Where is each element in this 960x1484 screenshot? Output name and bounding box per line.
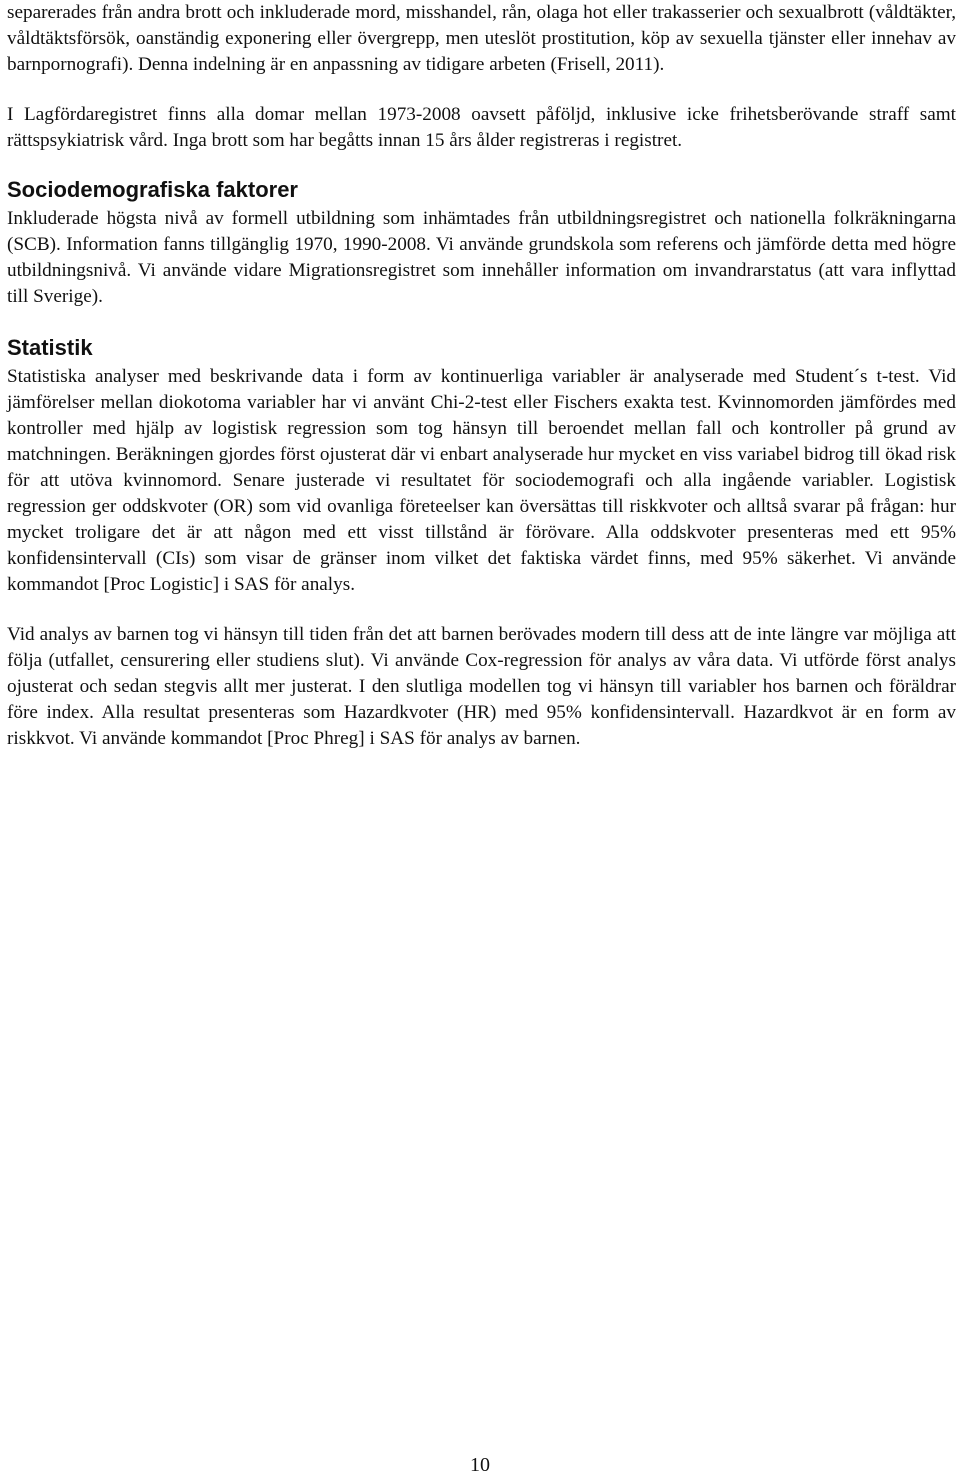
paragraph-continued: separerades från andra brott och inkluderade mord, misshandel, rån, olaga hot eller trakasserier och sexualbrott (våldtäkter, våldtäktsförsök, oanständig exponering eller övergrepp, men uteslöt prostitution, köp av sexuella tjänster eller innehav av barnpornografi). Denna indelning är en anpassning av tidigare arbeten (Frisell, 2011). [7, 2, 956, 75]
heading-sociodemografiska-faktorer: Sociodemografiska faktorer [7, 177, 298, 202]
paragraph-barnen-analys: Vid analys av barnen tog vi hänsyn till tiden från det att barnen berövades modern till dess att de inte längre var möjliga att följa (utfallet, censurering eller studiens slut). Vi använde Cox-regression för analys av våra data. Vi utförde först analys ojusterat och sedan stegvis allt mer justerat. I den slutliga modellen tog vi hänsyn till variabler hos barnen och föräldrar före index. Alla resultat presenteras som Hazardkvoter (HR) med 95% konfidensintervall. Hazardkvot är en form av riskkvot. Vi använde kommandot [Proc Phreg] i SAS för analys av barnen. [7, 624, 956, 749]
page-number: 10 [470, 1454, 490, 1476]
heading-statistik: Statistik [7, 335, 93, 360]
paragraph-sociodemografiska: Inkluderade högsta nivå av formell utbildning som inhämtades från utbildningsregistret och nationella folkräkningarna (SCB). Information fanns tillgänglig 1970, 1990-2008. Vi använde grundskola som referens och jämförde detta med högre utbildningsnivå. Vi använde vidare Migrationsregistret som innehåller information om invandrarstatus (att vara inflyttad till Sverige). [7, 208, 956, 307]
paragraph-lagfordaregistret: I Lagfördaregistret finns alla domar mellan 1973-2008 oavsett påföljd, inklusive icke frihetsberövande straff samt rättspsykiatrisk vård. Inga brott som har begåtts innan 15 års ålder registreras i registret. [7, 104, 956, 151]
paragraph-statistik: Statistiska analyser med beskrivande data i form av kontinuerliga variabler är analyserade med Student´s t-test. Vid jämförelser mellan diokotoma variabler har vi använt Chi-2-test eller Fischers exakta test. Kvinnomorden jämfördes med kontroller med hjälp av logistisk regression som tog hänsyn till beroendet mellan fall och kontroller på grund av matchningen. Beräkningen gjordes först ojusterat där vi enbart analyserade hur mycket en viss variabel bidrog till ökad risk för att utöva kvinnomord. Senare justerade vi resultatet för sociodemografi och alla ingående variabler. Logistisk regression ger oddskvoter (OR) som vid ovanliga företeelser kan översättas till riskkvoter och alltså svarar på frågan: hur mycket troligare det är att någon med ett visst tillstånd är förövare. Alla oddskvoter presenteras med ett 95% konfidensintervall (CIs) som visar de gränser inom vilket det faktiska värdet finns, med 95% säkerhet. Vi använde kommandot [Proc Logistic] i SAS för analys. [7, 366, 956, 595]
document-page [7, 0, 956, 752]
